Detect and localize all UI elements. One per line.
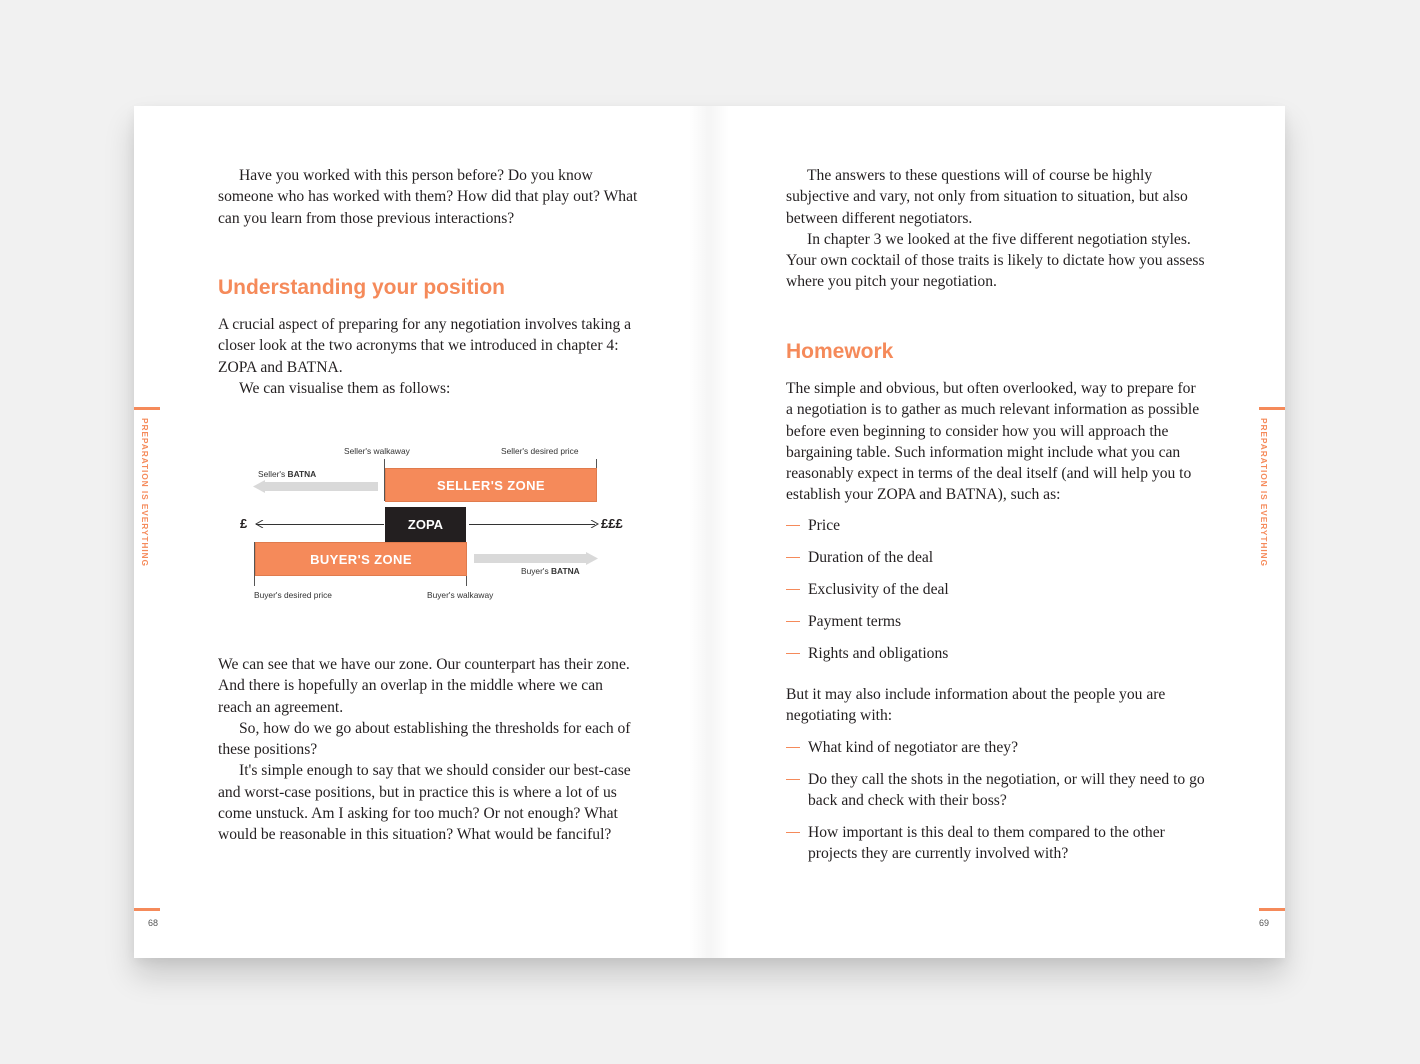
body-paragraph: We can visualise them as follows: <box>239 379 451 397</box>
high-price-symbol: £££ <box>601 516 623 531</box>
buyers-batna-label: Buyer's BATNA <box>521 566 580 576</box>
list-item: Price <box>786 515 1206 536</box>
body-paragraph: The simple and obvious, but often overlooked, way to prepare for a negotiation is to gather as much relevant information as possible before even beginning to consider how you will approach the bargaining table. Such information might include what you can reasonably expect in terms of the deal itself (and will help you to establish your ZOPA and BATNA), such as: <box>786 380 1200 504</box>
intro-paragraph: Have you worked with this person before? Do you know someone who has worked with them? How did that play out? What can you learn from those previous interactions? <box>218 167 638 227</box>
running-head-right: PREPARATION IS EVERYTHING <box>1259 418 1269 567</box>
folio-tab <box>134 908 160 911</box>
running-head-tab <box>134 407 160 410</box>
buyers-desired-price-label: Buyer's desired price <box>254 590 332 600</box>
arrow-right-icon <box>586 552 598 565</box>
sellers-batna-arrow <box>262 482 378 491</box>
right-page <box>709 106 1285 958</box>
list-item: Duration of the deal <box>786 547 1206 568</box>
body-paragraph: It's simple enough to say that we should consider our best-case and worst-case positions, but in practice this is where a lot of us come unstuck. Am I asking for too much? Or not enough? What would be reasonable in this situation? What would be fanciful? <box>218 762 631 844</box>
deal-info-list <box>786 515 1206 664</box>
section-heading-understanding: Understanding your position <box>218 276 505 299</box>
running-head-tab <box>1259 407 1285 410</box>
left-page <box>134 106 709 958</box>
running-head-left: PREPARATION IS EVERYTHING <box>140 418 150 567</box>
dash-bullet-icon <box>786 557 800 559</box>
zone-explanation <box>218 654 638 846</box>
people-info-list <box>786 737 1206 865</box>
homework-body <box>786 378 1206 864</box>
body-paragraph: In chapter 3 we looked at the five different negotiation styles. Your own cocktail of those traits is likely to dictate how you assess where you pitch your negotiation. <box>786 230 1205 291</box>
arrow-right-icon <box>589 520 599 528</box>
zopa-box: ZOPA <box>385 507 466 542</box>
buyers-walkaway-label: Buyer's walkaway <box>427 590 494 600</box>
body-paragraph: But it may also include information about the people you are negotiating with: <box>786 686 1166 725</box>
dash-bullet-icon <box>786 832 800 834</box>
section-heading-homework: Homework <box>786 340 894 363</box>
body-paragraph: So, how do we go about establishing the thresholds for each of these positions? <box>218 719 631 759</box>
sellers-desired-price-label: Seller's desired price <box>501 446 579 456</box>
book-spread <box>134 106 1285 958</box>
list-item: How important is this deal to them compared to the other projects they are currently involved with? <box>786 822 1206 865</box>
dash-bullet-icon <box>786 621 800 623</box>
price-axis-left <box>256 524 384 525</box>
sellers-batna-label: Seller's BATNA <box>258 469 317 479</box>
folio-tab <box>1259 908 1285 911</box>
answers-block <box>786 165 1206 293</box>
sellers-zone-bar: SELLER'S ZONE <box>385 468 597 502</box>
body-paragraph: The answers to these questions will of course be highly subjective and vary, not only from situation to situation, but also between different negotiators. <box>786 167 1188 227</box>
dash-bullet-icon <box>786 589 800 591</box>
body-paragraph: A crucial aspect of preparing for any negotiation involves taking a closer look at the two acronyms that we introduced in chapter 4: ZOPA and BATNA. <box>218 316 632 376</box>
body-paragraph: We can see that we have our zone. Our counterpart has their zone. And there is hopefully an overlap in the middle where we can reach an agreement. <box>218 656 630 716</box>
dash-bullet-icon <box>786 525 800 527</box>
list-item: Do they call the shots in the negotiation, or will they need to go back and check with their boss? <box>786 769 1206 812</box>
arrow-left-icon <box>253 480 265 493</box>
intro-block <box>218 165 638 229</box>
list-item: Payment terms <box>786 611 1206 632</box>
zopa-batna-diagram <box>235 436 635 610</box>
list-item: What kind of negotiator are they? <box>786 737 1206 758</box>
page-number-left: 68 <box>148 918 159 928</box>
buyers-zone-bar: BUYER'S ZONE <box>255 542 467 576</box>
buyers-batna-arrow <box>474 554 588 563</box>
understanding-body <box>218 314 638 399</box>
dash-bullet-icon <box>786 653 800 655</box>
list-item: Exclusivity of the deal <box>786 579 1206 600</box>
dash-bullet-icon <box>786 779 800 781</box>
page-number-right: 69 <box>1259 918 1270 928</box>
low-price-symbol: £ <box>240 516 248 531</box>
price-axis-right-line <box>469 524 595 525</box>
dash-bullet-icon <box>786 747 800 749</box>
sellers-walkaway-label: Seller's walkaway <box>344 446 410 456</box>
list-item: Rights and obligations <box>786 643 1206 664</box>
